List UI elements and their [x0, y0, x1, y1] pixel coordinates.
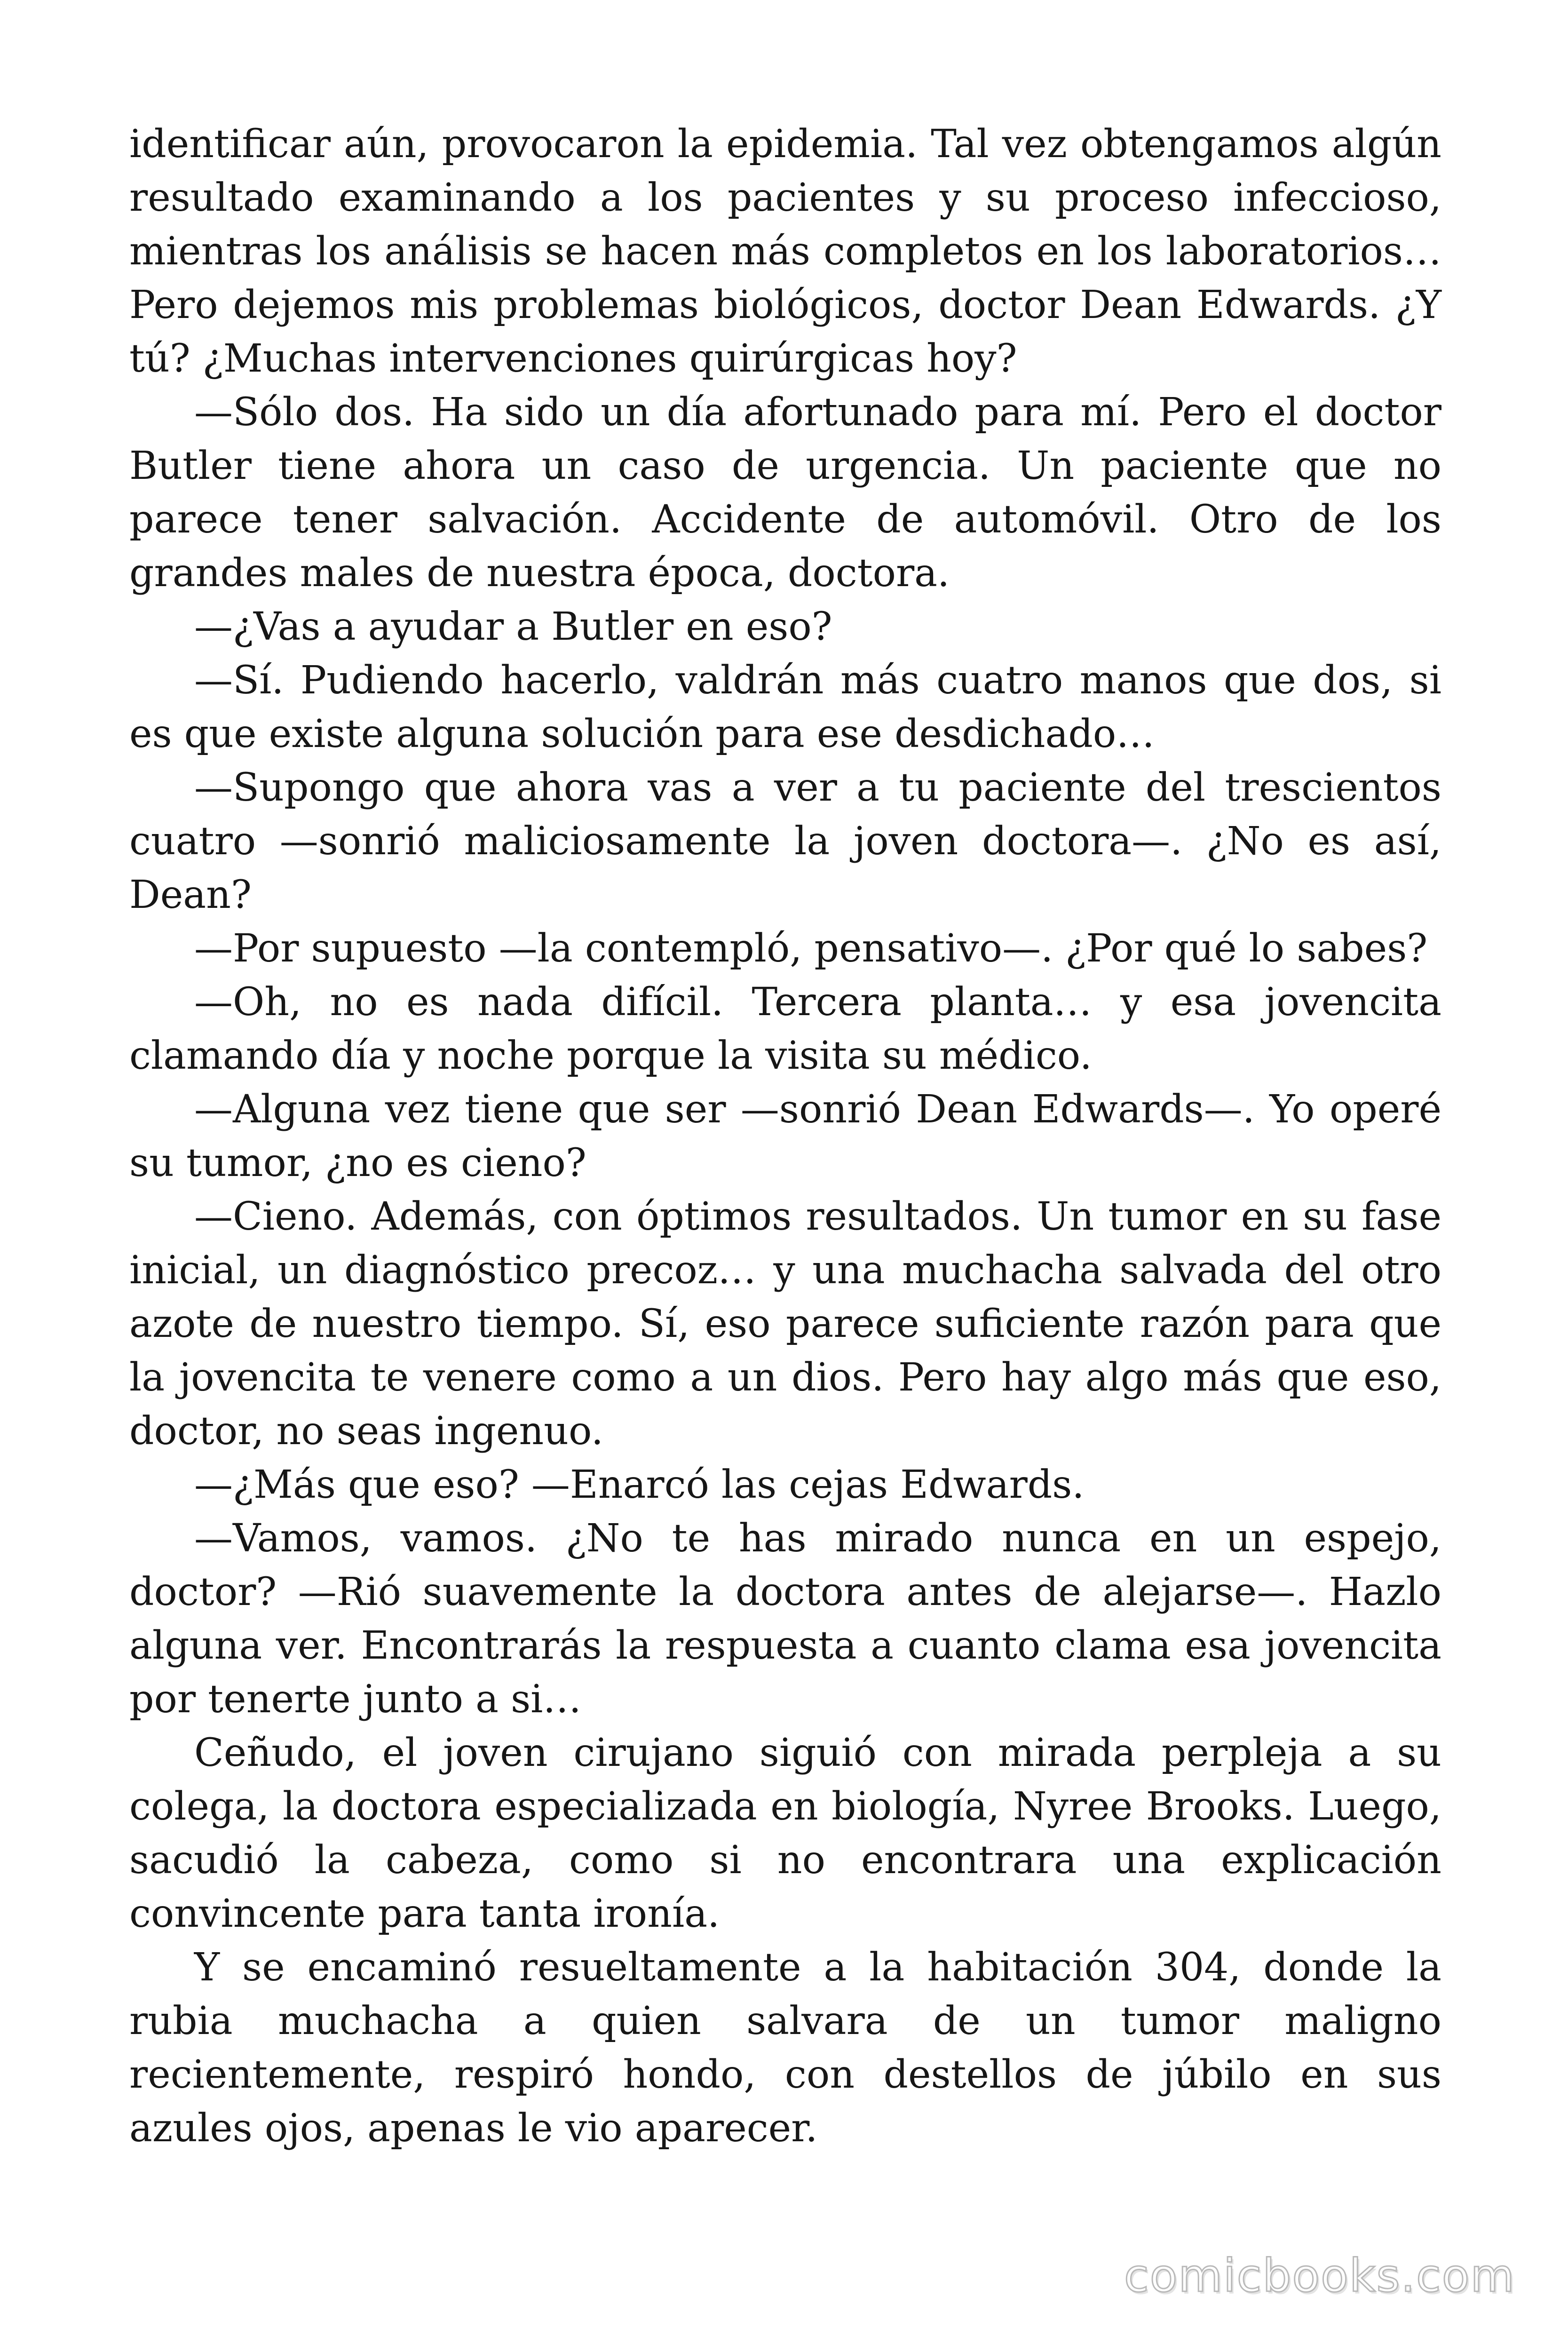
paragraph-8: —Alguna vez tiene que ser —sonrió Dean Edwards—. Yo operé su tumor, ¿no es cieno?	[129, 1087, 1441, 1185]
paragraph-5: —Supongo que ahora vas a ver a tu paciente del trescientos cuatro —sonrió maliciosamente la joven doctora—. ¿No es así, Dean?	[129, 765, 1441, 917]
paragraph-11: —Vamos, vamos. ¿No te has mirado nunca en un espejo, doctor? —Rió suavemente la doctora antes de alejarse—. Hazlo alguna ver. Encontrarás la respuesta a cuanto clama esa jovencita por tenerte junto a si…	[129, 1516, 1441, 1722]
paragraph-3: —¿Vas a ayudar a Butler en eso?	[194, 604, 832, 649]
paragraph-7: —Oh, no es nada difícil. Tercera planta… y esa jovencita clamando día y noche porque la visita su médico.	[129, 980, 1441, 1078]
paragraph-9: —Cieno. Además, con óptimos resultados. Un tumor en su fase inicial, un diagnóstico precoz… y una muchacha salvada del otro azote de nuestro tiempo. Sí, eso parece suficiente razón para que la jovencita te venere como a un dios. Pero hay algo más que eso, doctor, no seas ingenuo.	[129, 1194, 1441, 1454]
body-text	[129, 118, 1441, 2155]
paragraph-13: Y se encaminó resueltamente a la habitación 304, donde la rubia muchacha a quien salvara de un tumor maligno recientemente, respiró hondo, con destellos de júbilo en sus azules ojos, apenas le vio aparecer.	[129, 1945, 1441, 2151]
paragraph-12: Ceñudo, el joven cirujano siguió con mirada perpleja a su colega, la doctora especializada en biología, Nyree Brooks. Luego, sacudió la cabeza, como si no encontrara una explicación convincente para tanta ironía.	[129, 1731, 1441, 1936]
paragraph-1: identificar aún, provocaron la epidemia. Tal vez obtengamos algún resultado examinando a los pacientes y su proceso infeccioso, mientras los análisis se hacen más completos en los laboratorios… Pero dejemos mis problemas biológicos, doctor Dean Edwards. ¿Y tú? ¿Muchas intervenciones quirúrgicas hoy?	[129, 122, 1441, 381]
paragraph-6: —Por supuesto —la contempló, pensativo—. ¿Por qué lo sabes?	[194, 926, 1428, 971]
paragraph-4: —Sí. Pudiendo hacerlo, valdrán más cuatro manos que dos, si es que existe alguna solución para ese desdichado…	[129, 658, 1441, 756]
watermark: comicbooks.com	[1124, 2249, 1515, 2302]
paragraph-2: —Sólo dos. Ha sido un día afortunado para mí. Pero el doctor Butler tiene ahora un caso de urgencia. Un paciente que no parece tener salvación. Accidente de automóvil. Otro de los grandes males de nuestra época, doctora.	[129, 390, 1441, 596]
paragraph-10: —¿Más que eso? —Enarcó las cejas Edwards.	[194, 1462, 1085, 1507]
